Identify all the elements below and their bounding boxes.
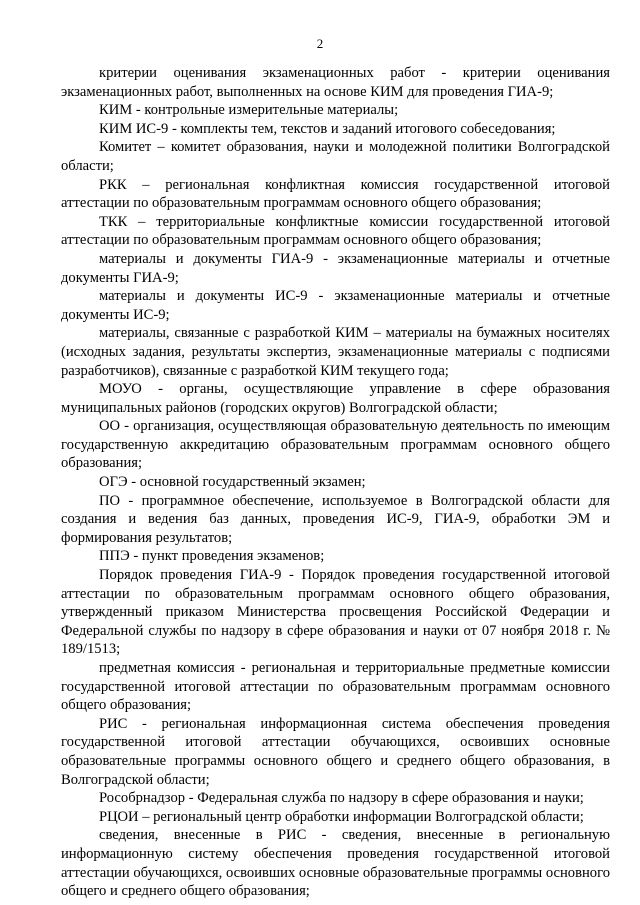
definition-paragraph: материалы, связанные с разработкой КИМ – материалы на бумажных носителях (исходных задания, результаты экспертиз, экзаменационные материалы с подписями разработчиков), связанные с разработкой КИМ текущего года; xyxy=(61,325,610,379)
page-number: 2 xyxy=(316,36,324,51)
definition-paragraph: Рособрнадзор - Федеральная служба по надзору в сфере образования и науки; xyxy=(99,790,584,807)
definition-paragraph: критерии оценивания экзаменационных работ - критерии оценивания экзаменационных работ, выполненных на основе КИМ для проведения ГИА-9; xyxy=(61,65,610,100)
definition-paragraph: предметная комиссия - региональная и территориальные предметные комиссии государственной итоговой аттестации по образовательным программам основного общего образования; xyxy=(61,660,610,714)
definition-paragraph: сведения, внесенные в РИС - сведения, внесенные в региональную информационную систему обеспечения проведения государственной итоговой аттестации обучающихся, освоивших основные образовательные программы основного общего и среднего общего образования; xyxy=(61,827,610,900)
definition-paragraph: РКК – региональная конфликтная комиссия государственной итоговой аттестации по образовательным программам основного общего образования; xyxy=(61,176,610,212)
definition-paragraph: ППЭ - пункт проведения экзаменов; xyxy=(99,548,325,565)
definition-paragraph: МОУО - органы, осуществляющие управление в сфере образования муниципальных районов (городских округов) Волгоградской области; xyxy=(61,381,610,416)
definition-paragraph: РЦОИ – региональный центр обработки информации Волгоградской области; xyxy=(99,808,584,825)
definition-paragraph: ОО - организация, осуществляющая образовательную деятельность по имеющим государственную аккредитацию образовательным программам основного общего образования; xyxy=(61,418,610,472)
definition-paragraph: КИМ - контрольные измерительные материалы; xyxy=(99,102,399,119)
definition-paragraph: ОГЭ - основной государственный экзамен; xyxy=(99,474,366,491)
definition-paragraph: ТКК – территориальные конфликтные комиссии государственной итоговой аттестации по образовательным программам основного общего образования; xyxy=(61,213,610,249)
definition-paragraph: материалы и документы ИС-9 - экзаменационные материалы и отчетные документы ИС-9; xyxy=(61,288,610,323)
definition-paragraph: Комитет – комитет образования, науки и молодежной политики Волгоградской области; xyxy=(61,139,610,174)
definition-paragraph: материалы и документы ГИА-9 - экзаменационные материалы и отчетные документы ГИА-9; xyxy=(61,250,610,286)
definition-paragraph: КИМ ИС-9 - комплекты тем, текстов и заданий итогового собеседования; xyxy=(99,120,556,137)
document-body xyxy=(61,64,610,901)
definition-paragraph: Порядок проведения ГИА-9 - Порядок проведения государственной итоговой аттестации по образовательным программам основного общего образования, утвержденный приказом Министерства просвещения Российской Федерации и Федеральной службы по надзору в сфере образования и науки от 07 ноября 2018 г. № 189/1513; xyxy=(61,567,610,658)
definition-paragraph: ПО - программное обеспечение, используемое в Волгоградской области для создания и ведения баз данных, проведения ИС-9, ГИА-9, обработки ЭМ и формирования результатов; xyxy=(61,492,610,546)
definition-paragraph: РИС - региональная информационная система обеспечения проведения государственной итоговой аттестации обучающихся, освоивших основные образовательные программы основного общего и среднего общего образования, в Волгоградской области; xyxy=(61,715,610,788)
